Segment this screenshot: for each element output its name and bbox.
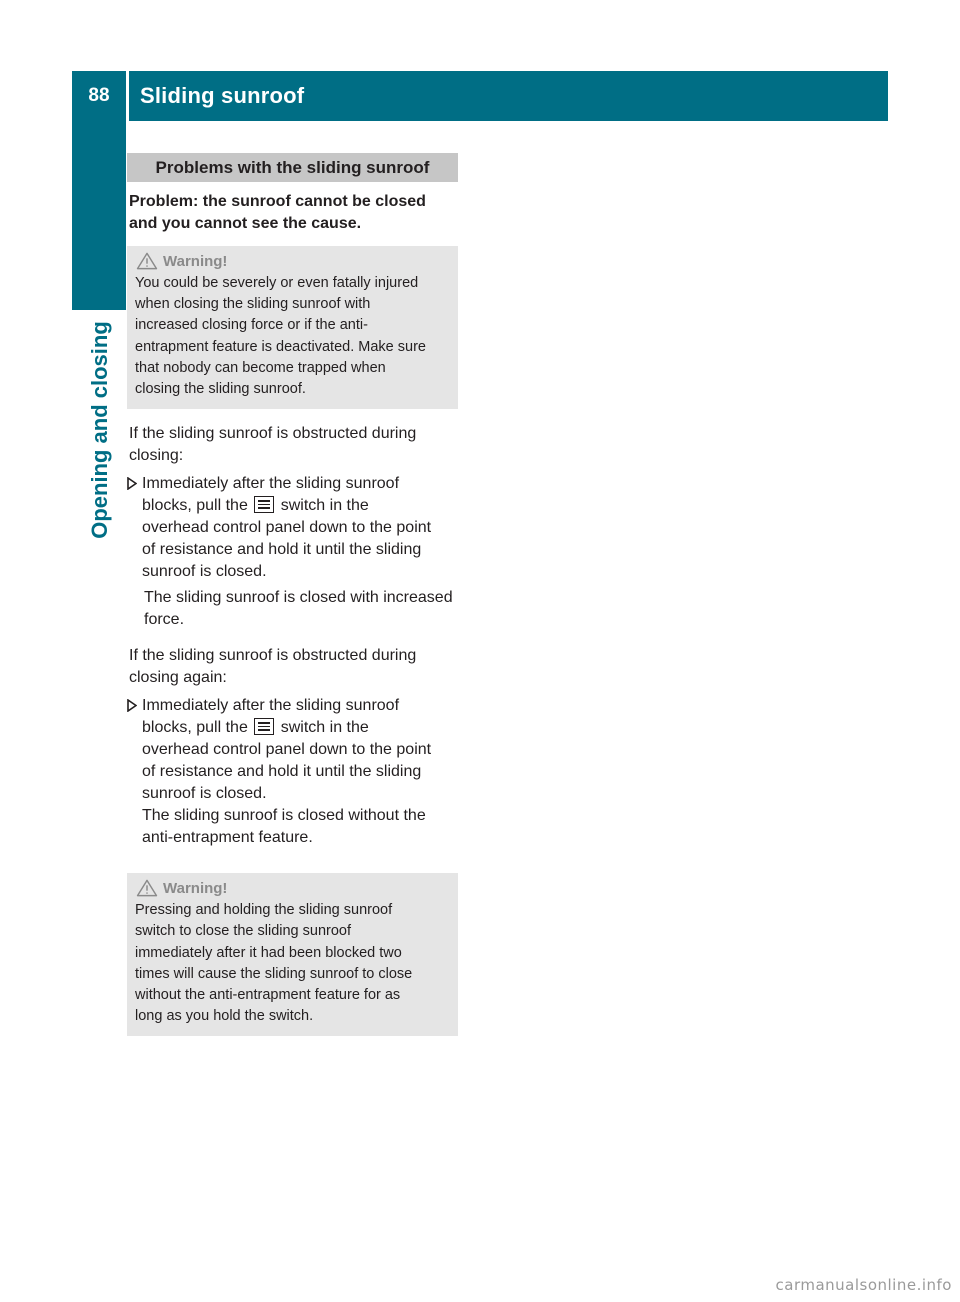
sunroof-switch-icon	[254, 496, 274, 513]
sunroof-switch-icon	[254, 718, 274, 735]
watermark[interactable]: carmanualsonline.info	[775, 1276, 952, 1294]
warning-line: when closing the sliding sunroof with	[135, 296, 371, 313]
side-tab-label: Opening and closing	[87, 321, 112, 539]
paragraph-line: If the sliding sunroof is obstructed during	[129, 647, 417, 665]
step-line: sunroof is closed.	[142, 563, 267, 581]
problem-statement: Problem: the sunroof cannot be closed and you cannot see the cause.	[129, 193, 426, 232]
step-line: of resistance and hold it until the sliding	[142, 763, 422, 781]
paragraph-obstructed	[129, 423, 467, 467]
warning-title: Warning!	[163, 252, 228, 270]
paragraph-line: If the sliding sunroof is obstructed during	[129, 425, 417, 443]
warning-line: without the anti-entrapment feature for as	[135, 987, 401, 1004]
paragraph-line: closing:	[129, 447, 184, 465]
section-heading: Problems with the sliding sunroof	[127, 153, 458, 182]
side-tab-block	[72, 121, 126, 310]
warning-box-2	[127, 873, 458, 1036]
result-line: force.	[144, 611, 185, 629]
warning-line: entrapment feature is deactivated. Make sure	[135, 338, 426, 355]
step-line: overhead control panel down to the point	[142, 519, 432, 537]
content-column	[127, 153, 467, 1036]
side-tab	[85, 310, 115, 550]
step-line: of resistance and hold it until the sliding	[142, 541, 422, 559]
warning-line: switch to close the sliding sunroof	[135, 923, 351, 940]
header-divider	[126, 71, 129, 121]
step-line	[142, 717, 467, 739]
step-line: Immediately after the sliding sunroof	[142, 475, 400, 493]
step-body	[142, 473, 467, 583]
warning-line: increased closing force or if the anti-	[135, 317, 368, 334]
warning-text	[135, 273, 452, 400]
step-text: switch in the	[280, 719, 369, 737]
step-text: blocks, pull the	[142, 497, 248, 515]
paragraph-line: closing again:	[129, 669, 227, 687]
step-body	[142, 695, 467, 849]
warning-triangle-icon	[135, 879, 159, 897]
instruction-step-1	[127, 473, 467, 583]
step-line: The sliding sunroof is closed without the	[142, 807, 426, 825]
instruction-step-2	[127, 695, 467, 849]
step-line: anti-entrapment feature.	[142, 829, 313, 847]
step-result	[144, 587, 467, 631]
page-title: Sliding sunroof	[140, 83, 305, 108]
warning-triangle-icon	[135, 252, 159, 270]
warning-line: Pressing and holding the sliding sunroof	[135, 902, 393, 919]
step-text: blocks, pull the	[142, 719, 248, 737]
step-text: switch in the	[280, 497, 369, 515]
step-arrow-icon	[127, 695, 142, 849]
paragraph-obstructed-again	[129, 645, 467, 689]
step-line: overhead control panel down to the point	[142, 741, 432, 759]
result-line: The sliding sunroof is closed with increased	[144, 589, 453, 607]
warning-line: closing the sliding sunroof.	[135, 381, 306, 398]
warning-header	[135, 879, 452, 897]
step-line: sunroof is closed.	[142, 785, 267, 803]
warning-text	[135, 900, 452, 1027]
warning-line: You could be severely or even fatally injured	[135, 275, 419, 291]
step-line: Immediately after the sliding sunroof	[142, 697, 400, 715]
warning-line: times will cause the sliding sunroof to close	[135, 965, 413, 982]
warning-header	[135, 252, 452, 270]
warning-line: immediately after it had been blocked two	[135, 944, 402, 961]
warning-line: that nobody can become trapped when	[135, 359, 386, 376]
step-line	[142, 495, 467, 517]
warning-line: long as you hold the switch.	[135, 1008, 314, 1025]
step-arrow-icon	[127, 473, 142, 583]
page-number: 88	[88, 85, 110, 106]
warning-title: Warning!	[163, 879, 228, 897]
warning-box-1	[127, 246, 458, 409]
